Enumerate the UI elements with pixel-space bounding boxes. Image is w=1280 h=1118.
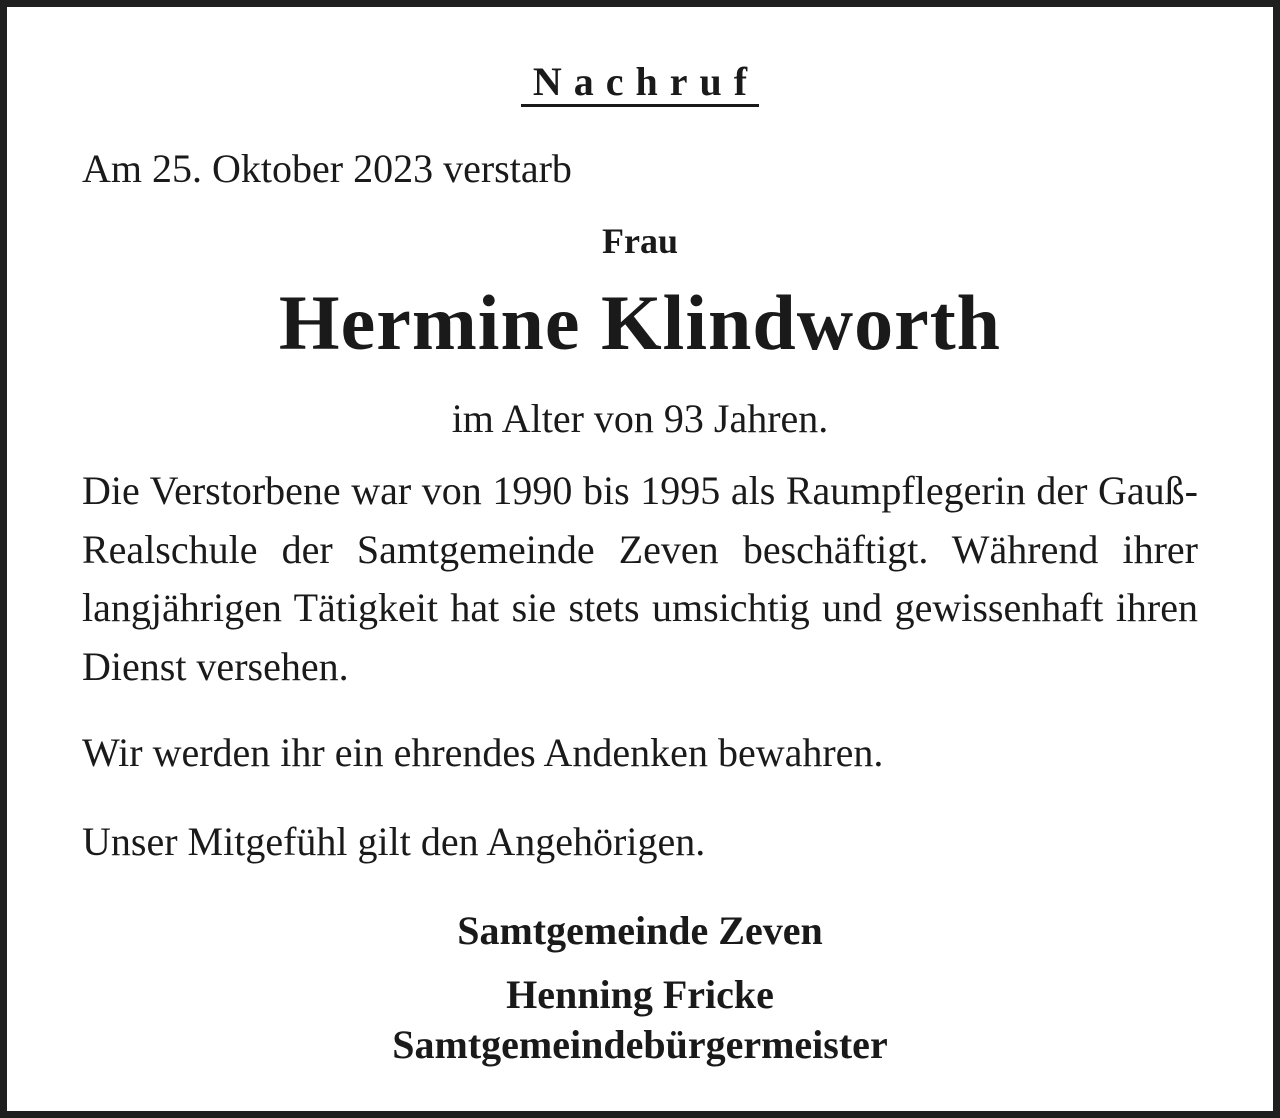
date-line: Am 25. Oktober 2023 verstarb	[82, 146, 572, 191]
age-line: im Alter von 93 Jahren.	[451, 396, 829, 441]
body-paragraph: Die Verstorbene war von 1990 bis 1995 als Raumpflegerin der Gauß-Realschule der Samtgemeinde Zeven beschäftigt. Während ihrer langjährigen Tätigkeit hat sie stets umsichtig und gewissenhaft ihren Dienst versehen.	[82, 468, 1198, 689]
deceased-name: Hermine Klindworth	[278, 279, 1002, 366]
signature-person: Henning Fricke	[506, 972, 774, 1017]
signature-title: Samtgemeindebürgermeister	[392, 1022, 888, 1067]
sympathy-line: Unser Mitgefühl gilt den Angehörigen.	[82, 819, 706, 864]
notice-heading-text: Nachruf	[521, 60, 759, 107]
memory-line: Wir werden ihr ein ehrendes Andenken bewahren.	[82, 730, 884, 775]
honorific: Frau	[602, 221, 678, 261]
notice-heading	[7, 57, 1273, 107]
signature-organization: Samtgemeinde Zeven	[457, 908, 823, 953]
